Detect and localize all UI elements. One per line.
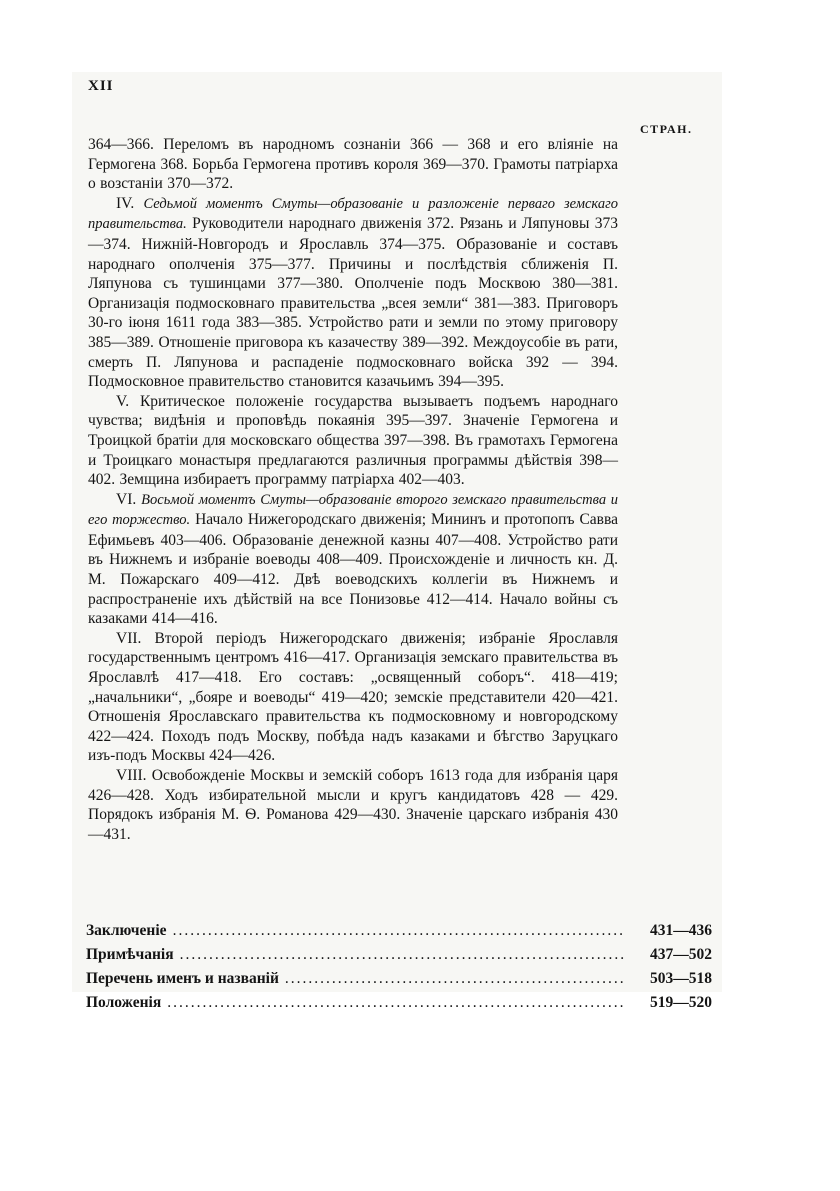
section-text: Критическое положеніе государства вызываетъ подъемъ народнаго чувства; видѣнія и проповѣдь покаянія 395—397. Значеніе Гермогена и Троицкой братіи для московскаго общества 397—398. Въ грамотахъ Гермогена и Троицкаго монастыря предлагаются различныя программы дѣйствія 398—402. Земщина избираетъ программу патріарха 402—403. — [88, 392, 619, 489]
section-v — [88, 392, 618, 490]
toc-pages: 437—502 — [650, 946, 712, 963]
toc-entry-index — [86, 970, 712, 994]
section-text: Руководители народнаго движенія 372. Рязань и Ляпуновы 373—374. Нижній-Новгородъ и Ярославль 374—375. Образованіе и составъ народнаго ополченія 375—377. Причины и послѣдствія сближенія П. Ляпунова съ тушинцами 377—380. Ополченіе подъ Москвою 380—381. Организація подмосковнаго правительства „всея земли“ 381—383. Приговоръ 30-го іюня 1611 года 383—385. Устройство рати и земли по этому приговору 385—389. Отношеніе приговора къ казачеству 389—392. Междоусобіе въ рати, смерть П. Ляпунова и распаденіе подмосковнаго войска 392 — 394. Подмосковное правительство становится казачьимъ 394—395. — [88, 215, 619, 391]
section-title: Седьмой моментъ Смуты—образованіе и разложеніе перваго земскаго правительства. — [88, 195, 618, 233]
section-text: Начало Нижегородскаго движенія; Мининъ и протопопъ Савва Ефимьевъ 403—406. Образованіе денежной казны 407—408. Устройство рати въ Нижнемъ и избраніе воеводы 408—409. Происхожденіе и личность кн. Д. М. Пожарскаго 409—412. Двѣ воеводскихъ коллегіи въ Нижнемъ и распространеніе ихъ дѣйствій на все Понизовье 412—414. Начало войны съ казаками 414—416. — [88, 511, 618, 628]
section-text: Освобожденіе Москвы и земскій соборъ 1613 года для избранія царя 426—428. Ходъ избирательной мысли и кругъ кандидатовъ 428 — 429. Порядокъ избранія М. Ѳ. Романова 429—430. Значеніе царскаго избранія 430—431. — [88, 767, 618, 843]
section-number: VII. — [116, 629, 142, 647]
toc-list — [86, 922, 712, 1018]
section-title: Восьмой моментъ Смуты—образованіе второго земскаго правительства и его торжество. — [88, 491, 618, 529]
paragraph-text: 364—366. Переломъ въ народномъ сознаніи 366 — 368 и его вліяніе на Гермогена 368. Борьба Гермогена противъ короля 369—370. Грамоты патріарха о возстаніи 370—372. — [88, 136, 618, 193]
section-viii — [88, 766, 618, 844]
toc-leader-dots — [173, 922, 624, 940]
section-text: Второй періодъ Нижегородскаго движенія; избраніе Ярославля государственнымъ центромъ 416—417. Организація земскаго правительства въ Ярославлѣ 417—418. Его составъ: „освященный соборъ“. 418—419; „начальники“, „бояре и воеводы“ 419—420; земскіе представители 420—421. Отношенія Ярославскаго правительства къ подмосковному и новгородскому 422—424. Походъ подъ Москву, побѣда надъ казаками и бѣгство Заруцкаго изъ-подъ Москвы 424—426. — [88, 629, 619, 765]
toc-label: Положенія — [86, 994, 162, 1011]
toc-leader-dots — [285, 970, 624, 988]
toc-leader-dots — [167, 994, 624, 1012]
section-number: IV. — [116, 194, 135, 212]
toc-entry-theses — [86, 994, 712, 1018]
section-vii — [88, 629, 618, 766]
toc-entry-conclusion — [86, 922, 712, 946]
toc-label: Перечень именъ и названій — [86, 970, 279, 987]
toc-pages: 503—518 — [650, 970, 712, 987]
page-numeral: XII — [88, 78, 114, 94]
toc-entry-notes — [86, 946, 712, 970]
section-number: VIII. — [116, 767, 147, 784]
toc-label: Заключеніе — [86, 922, 167, 939]
section-vi — [88, 490, 618, 629]
section-number: VI. — [116, 490, 137, 508]
toc-label: Примѣчанія — [86, 946, 174, 963]
contents-body — [88, 135, 618, 844]
toc-pages: 519—520 — [650, 994, 712, 1011]
toc-pages: 431—436 — [650, 922, 712, 939]
toc-leader-dots — [180, 946, 624, 964]
pages-column-label: СТРАН. — [640, 122, 693, 136]
paragraph-continuation — [88, 135, 618, 194]
section-iv — [88, 194, 618, 392]
section-number: V. — [116, 392, 130, 410]
